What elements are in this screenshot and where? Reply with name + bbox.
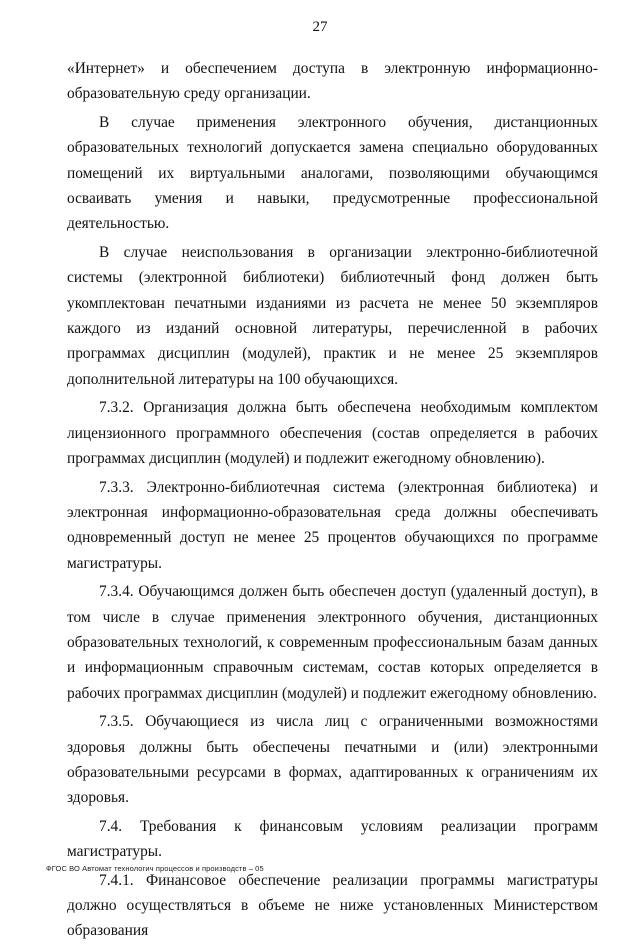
paragraph-7-3-5: 7.3.5. Обучающиеся из числа лиц с ограниченными возможностями здоровья должны быть обеспечены печатными и (или) электронными образовательными ресурсами в формах, адаптированных к ограничениям их здоровья.: [67, 713, 598, 807]
document-body: [67, 56, 598, 947]
paragraph-7-4: 7.4. Требования к финансовым условиям реализации программ магистратуры.: [67, 817, 598, 861]
paragraph-virtual-analogs: В случае применения электронного обучения, дистанционных образовательных технологий допускается замена специально оборудованных помещений их виртуальными аналогами, позволяющими обучающимся осваивать умения и навыки, предусмотренные профессиональной деятельностью.: [67, 113, 598, 233]
page-number: 27: [312, 19, 328, 35]
paragraph-7-4-1: 7.4.1. Финансовое обеспечение реализации программы магистратуры должно осуществляться в объеме не ниже установленных Министерством образования: [67, 871, 598, 940]
paragraph-library-fund: В случае неиспользования в организации электронно-библиотечной системы (электронной библиотеки) библиотечный фонд должен быть укомплектован печатными изданиями из расчета не менее 50 экземпляров каждого из изданий основной литературы, перечисленной в рабочих программах дисциплин (модулей), практик и не менее 25 экземпляров дополнительной литературы на 100 обучающихся.: [67, 243, 598, 388]
paragraph-7-3-4: 7.3.4. Обучающимся должен быть обеспечен доступ (удаленный доступ), в том числе в случае применения электронного обучения, дистанционных образовательных технологий, к современным профессиональным базам данных и информационным справочным системам, состав которых определяется в рабочих программах дисциплин (модулей) и подлежит ежегодному обновлению.: [67, 583, 598, 702]
paragraph-7-3-3: 7.3.3. Электронно-библиотечная система (электронная библиотека) и электронная информационно-образовательная среда должны обеспечивать одновременный доступ не менее 25 процентов обучающихся по программе магистратуры.: [67, 478, 598, 572]
paragraph-7-3-2: 7.3.2. Организация должна быть обеспечена необходимым комплектом лицензионного программного обеспечения (состав определяется в рабочих программах дисциплин (модулей) и подлежит ежегодному обновлению).: [67, 399, 598, 468]
paragraph-continuation: «Интернет» и обеспечением доступа в электронную информационно-образовательную среду организации.: [67, 60, 598, 103]
page-footer: ФГОС ВО Автомат технологич процессов и производств – 05: [46, 864, 264, 873]
